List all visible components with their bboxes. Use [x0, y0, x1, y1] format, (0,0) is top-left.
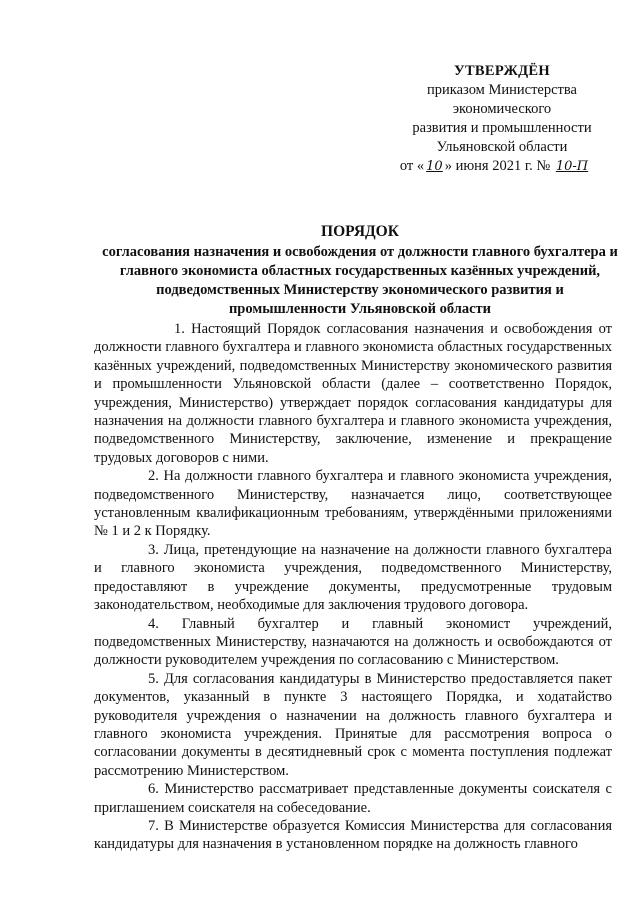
date-prefix: от «	[399, 158, 425, 174]
handwritten-day: 10	[426, 159, 443, 174]
paragraph-1: 1. Настоящий Порядок согласования назначения и освобождения от должности главного бухгалтера и главного экономиста областных государственных казённых учреждений, подведомственных Министерству экономического развития и промышленности Ульяновской области (далее – соответственно Порядок, учреждения, Министерство) утверждает порядок согласования кандидатуры для назначения на должности главного бухгалтера и главного экономиста учреждения, подведомственного Министерству, заключение, изменение и прекращение трудовых договоров с ними.	[94, 321, 612, 466]
paragraph-4: 4. Главный бухгалтер и главный экономист учреждений, подведомственных Министерству, назначаются на должность и освобождаются от должности руководителем учреждения по согласованию с Министерством.	[94, 615, 612, 669]
paragraph-2: 2. На должности главного бухгалтера и главного экономиста учреждения, подведомственного Министерству, назначается лицо, соответствующее установленным квалификационным требованиям, утверждёнными приложениями № 1 и 2 к Порядку.	[94, 468, 612, 540]
approval-date-line	[382, 157, 608, 176]
paragraph-5: 5. Для согласования кандидатуры в Министерство предоставляется пакет документов, указанный в пункте 3 настоящего Порядка, и ходатайство руководителя учреждения о назначении на должность главного бухгалтера и главного экономиста учреждения. Принятые для рассмотрения вопроса о согласовании документы в десятидневный срок с момента поступления подлежат рассмотрению Министерством.	[94, 670, 612, 779]
handwritten-order-number: 10-П	[555, 159, 589, 174]
document-title-block	[100, 222, 620, 319]
approval-line-order: приказом Министерства	[427, 82, 577, 98]
document-body	[94, 320, 612, 854]
approval-stamp	[396, 62, 608, 176]
paragraph-6: 6. Министерство рассматривает представленные документы соискателя с приглашением соискателя на собеседование.	[94, 781, 612, 816]
approval-line-region: Ульяновской области	[436, 139, 568, 155]
date-middle: » июня 2021 г. №	[444, 158, 551, 174]
paragraph-7: 7. В Министерстве образуется Комиссия Министерства для согласования кандидатуры для назначения в установленном порядке на должность главного	[94, 817, 612, 853]
approved-heading: УТВЕРЖДЁН	[454, 63, 550, 79]
approval-line-economic: экономического	[452, 101, 552, 117]
paragraph-3: 3. Лица, претендующие на назначение на должности главного бухгалтера и главного экономиста учреждения, подведомственного Министерству, предоставляют в учреждение документы, предусмотренные трудовым законодательством, необходимые для заключения трудового договора.	[94, 541, 612, 614]
approval-line-development: развития и промышленности	[412, 120, 592, 136]
document-title: ПОРЯДОК	[321, 223, 399, 240]
document-subtitle: согласования назначения и освобождения от должности главного бухгалтера и главного экономиста областных государственных казённых учреждений, подведомственных Министерству экономического развития и промышленности Ульяновской области	[102, 244, 618, 317]
